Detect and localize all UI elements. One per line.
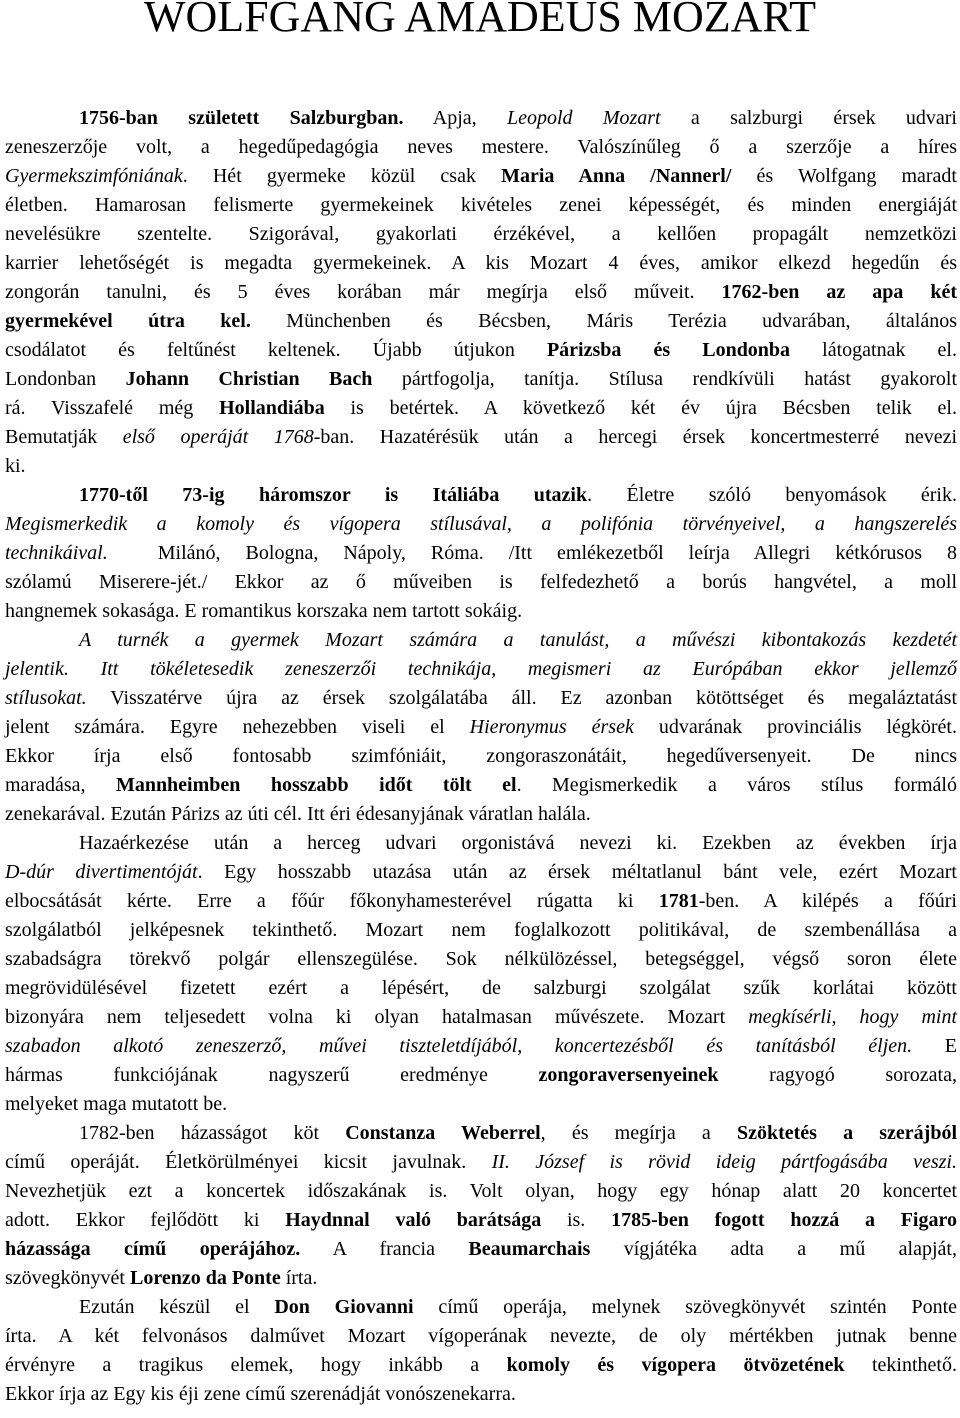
- text-run: csodálatot és feltűnést keltenek. Újabb útjukon: [5, 339, 547, 361]
- text-run: , és megírja a: [540, 1122, 737, 1144]
- text-run: Hazaérkezése után a herceg udvari orgonistává nevezi ki. Ezekben az években írja: [79, 832, 957, 854]
- text-run: nevelésükre szentelte. Szigorával, gyakorlati érzékével, a kellően propagált nemzetközi: [5, 223, 957, 245]
- text-run: látogatnak el.: [790, 339, 957, 361]
- text-run: érvényre a tragikus elemek, hogy inkább a: [5, 1354, 507, 1376]
- text-line: [5, 481, 957, 510]
- text-line: [5, 568, 957, 597]
- text-run: című operáját. Életkörülményei kicsit javulnak.: [5, 1151, 492, 1173]
- text-run: tekinthető.: [844, 1354, 957, 1376]
- text-run: 1782-ben házasságot köt: [79, 1122, 346, 1144]
- text-line: [5, 191, 957, 220]
- text-run: hármas funkciójának nagyszerű eredménye: [5, 1064, 539, 1086]
- text-run: életben. Hamarosan felismerte gyermekeinek kivételes zenei képességét, és minden energiáját: [5, 194, 957, 216]
- text-run: . Egy hosszabb utazása után az érsek méltatlanul bánt vele, ezért Mozart: [197, 861, 957, 883]
- text-run: maradása,: [5, 774, 116, 796]
- text-run: szólamú Miserere-jét./ Ekkor az ő műveiben is felfedezhető a borús hangvétel, a moll: [5, 571, 957, 593]
- italic-text: Leopold Mozart: [506, 107, 661, 129]
- text-line: [5, 104, 957, 133]
- text-line: [5, 162, 957, 191]
- bold-text: 1770-től 73-ig háromszor is Itáliába utazik: [79, 484, 588, 506]
- text-run: -ben. A kilépés a főúri: [698, 890, 957, 912]
- text-run: elbocsátását kérte. Erre a főúr főkonyhamesterével rúgatta ki: [5, 890, 659, 912]
- text-run: Apja,: [403, 107, 507, 129]
- article-body: [5, 104, 957, 1409]
- text-run: E: [912, 1035, 957, 1057]
- italic-text: Megismerkedik a komoly és vígopera stílusával, a polifónia törvényeivel, a hangszerelés: [5, 513, 957, 535]
- bold-text: gyermekével útra kel.: [5, 310, 251, 332]
- text-line: [5, 278, 957, 307]
- text-run: melyeket maga mutatott be.: [5, 1093, 228, 1115]
- text-line: [5, 307, 957, 336]
- text-line: [5, 858, 957, 887]
- text-line: [5, 1264, 957, 1293]
- text-line: [5, 916, 957, 945]
- text-line: [5, 713, 957, 742]
- text-line: [5, 220, 957, 249]
- text-line: [5, 249, 957, 278]
- text-line: [5, 452, 957, 481]
- text-run: hangnemek sokasága. E romantikus korszaka nem tartott sokáig.: [5, 600, 523, 622]
- text-line: [5, 336, 957, 365]
- bold-text: 1762-ben az apa két: [721, 281, 957, 303]
- text-run: Ekkor írja az Egy kis éji zene című szerenádját vonószenekarra.: [5, 1383, 516, 1405]
- text-run: -ban. Hazatérésük után a hercegi érsek koncertmesterré nevezi: [313, 426, 958, 448]
- text-run: Nevezhetjük ezt a koncertek időszakának is. Volt olyan, hogy egy hónap alatt 20 koncertet: [5, 1180, 957, 1202]
- text-line: [5, 684, 957, 713]
- text-line: [5, 1235, 957, 1264]
- text-line: [5, 945, 957, 974]
- text-line: [5, 365, 957, 394]
- text-run: szolgálatból jelképesnek tekinthető. Mozart nem foglalkozott politikával, de szembenállása a: [5, 919, 957, 941]
- text-run: írta.: [280, 1267, 318, 1289]
- italic-text: első operáját 1768: [122, 426, 314, 448]
- text-line: [5, 1351, 957, 1380]
- text-run: A francia: [300, 1238, 469, 1260]
- text-run: is betértek. A következő két év újra Bécsben telik el.: [324, 397, 957, 419]
- text-run: szabadságra törekvő polgár ellenszegülése. Sok nélkülözéssel, betegséggel, végső soron élete: [5, 948, 957, 970]
- text-line: [5, 1177, 957, 1206]
- bold-text: 1785-ben fogott hozzá a Figaro: [611, 1209, 958, 1231]
- text-line: [5, 1032, 957, 1061]
- text-line: [5, 133, 957, 162]
- text-line: [5, 510, 957, 539]
- text-line: [5, 597, 957, 626]
- bold-text: Mannheimben hosszabb időt tölt el: [115, 774, 517, 796]
- text-line: [5, 1090, 957, 1119]
- italic-text: stílusokat.: [5, 687, 87, 709]
- text-run: bizonyára nem teljesedett volna ki olyan hatalmasan művészete. Mozart: [5, 1006, 749, 1028]
- bold-text: Beaumarchais: [468, 1238, 591, 1260]
- text-line: [5, 887, 957, 916]
- text-run: megrövidülésével fizetett ezért a lépésért, de salzburgi szolgálat szűk korlátai között: [5, 977, 957, 999]
- text-run: című operája, melynek szövegkönyvét szintén Ponte: [413, 1296, 957, 1318]
- text-line: [5, 655, 957, 684]
- text-run: ki.: [5, 455, 26, 477]
- text-run: . Megismerkedik a város stílus formáló: [516, 774, 957, 796]
- bold-text: Párizsba és Londonba: [546, 339, 791, 361]
- text-line: [5, 1293, 957, 1322]
- page-title: WOLFGANG AMADEUS MOZART: [143, 0, 817, 41]
- text-line: [5, 1003, 957, 1032]
- italic-text: Hieronymus érsek: [469, 716, 634, 738]
- text-run: Ekkor írja első fontosabb szimfóniáit, zongoraszonátáit, hegedűversenyeit. De nincs: [5, 745, 957, 767]
- text-run: jelent számára. Egyre nehezebben viseli el: [5, 716, 470, 738]
- italic-text: Gyermekszimfóniának: [5, 165, 183, 187]
- text-line: [5, 742, 957, 771]
- text-line: [5, 800, 957, 829]
- bold-text: Constanza Weberrel: [345, 1122, 541, 1144]
- text-run: írta. A két felvonásos dalművet Mozart vígoperának nevezte, de oly mértékben jutnak benne: [5, 1325, 957, 1347]
- text-run: szövegkönyvét: [5, 1267, 130, 1289]
- text-run: Münchenben és Bécsben, Máris Terézia udvarában, általános: [250, 310, 958, 332]
- text-line: [5, 1206, 957, 1235]
- italic-text: A turnék a gyermek Mozart számára a tanulást, a művészi kibontakozás kezdetét: [79, 629, 957, 651]
- text-run: adott. Ekkor fejlődött ki: [5, 1209, 286, 1231]
- italic-text: D-dúr divertimentóját: [5, 861, 198, 883]
- text-run: zongorán tanulni, és 5 éves korában már megírja első műveit.: [5, 281, 722, 303]
- bold-text: Maria Anna /Nannerl/: [501, 165, 732, 187]
- bold-text: Haydnnal való barátsága: [285, 1209, 542, 1231]
- text-line: [5, 1380, 957, 1409]
- text-line: [5, 771, 957, 800]
- text-run: zeneszerzője volt, a hegedűpedagógia neves mestere. Valószínűleg ő a szerzője a híres: [5, 136, 957, 158]
- text-run: és Wolfgang maradt: [731, 165, 957, 187]
- bold-text: Johann Christian Bach: [125, 368, 373, 390]
- text-run: karrier lehetőségét is megadta gyermekeinek. A kis Mozart 4 éves, amikor elkezd hegedűn és: [5, 252, 957, 274]
- italic-text: technikáival.: [5, 542, 108, 564]
- text-run: vígjátéka adta a mű alapját,: [590, 1238, 957, 1260]
- text-line: [5, 829, 957, 858]
- bold-text: komoly és vígopera ötvözetének: [506, 1354, 845, 1376]
- text-run: . Életre szóló benyomások érik.: [587, 484, 957, 506]
- bold-text: Szöktetés a szerájból: [736, 1122, 958, 1144]
- text-run: zenekarával. Ezután Párizs az úti cél. Itt éri édesanyjának váratlan halála.: [5, 803, 591, 825]
- text-run: Visszatérve újra az érsek szolgálatába áll. Ez azonban kötöttséget és megaláztatást: [86, 687, 957, 709]
- italic-text: megkísérli, hogy mint: [748, 1006, 957, 1028]
- italic-text: szabadon alkotó zeneszerző, művei tiszteletdíjából, koncertezésből és tanításból éljen.: [5, 1035, 913, 1057]
- italic-text: II. József is rövid ideig pártfogásába veszi.: [491, 1151, 957, 1173]
- text-line: [5, 423, 957, 452]
- text-line: [5, 1119, 957, 1148]
- text-line: [5, 626, 957, 655]
- text-line: [5, 1061, 957, 1090]
- text-run: Bemutatják: [5, 426, 123, 448]
- bold-text: házassága című operájához.: [5, 1238, 301, 1260]
- bold-text: 1781: [658, 890, 699, 912]
- bold-text: zongoraversenyeinek: [538, 1064, 719, 1086]
- bold-text: Don Giovanni: [274, 1296, 414, 1318]
- text-run: rá. Visszafelé még: [5, 397, 220, 419]
- text-line: [5, 1322, 957, 1351]
- text-line: [5, 539, 957, 568]
- text-run: Milánó, Bologna, Nápoly, Róma. /Itt emlékezetből leírja Allegri kétkórusos 8: [107, 542, 957, 564]
- text-run: a salzburgi érsek udvari: [660, 107, 957, 129]
- bold-text: Lorenzo da Ponte: [129, 1267, 281, 1289]
- bold-text: Hollandiába: [219, 397, 325, 419]
- text-line: [5, 1148, 957, 1177]
- text-line: [5, 394, 957, 423]
- bold-text: 1756-ban született Salzburgban.: [79, 107, 404, 129]
- text-run: Ezután készül el: [79, 1296, 275, 1318]
- text-run: is.: [541, 1209, 612, 1231]
- text-run: Londonban: [5, 368, 126, 390]
- text-run: pártfogolja, tanítja. Stílusa rendkívüli hatást gyakorolt: [372, 368, 958, 390]
- text-line: [5, 974, 957, 1003]
- text-run: . Hét gyermeke közül csak: [182, 165, 502, 187]
- text-run: ragyogó sorozata,: [718, 1064, 957, 1086]
- italic-text: jelentik. Itt tökéletesedik zeneszerzői technikája, megismeri az Európában ekkor jellemző: [5, 658, 957, 680]
- text-run: udvarának provinciális légkörét.: [633, 716, 957, 738]
